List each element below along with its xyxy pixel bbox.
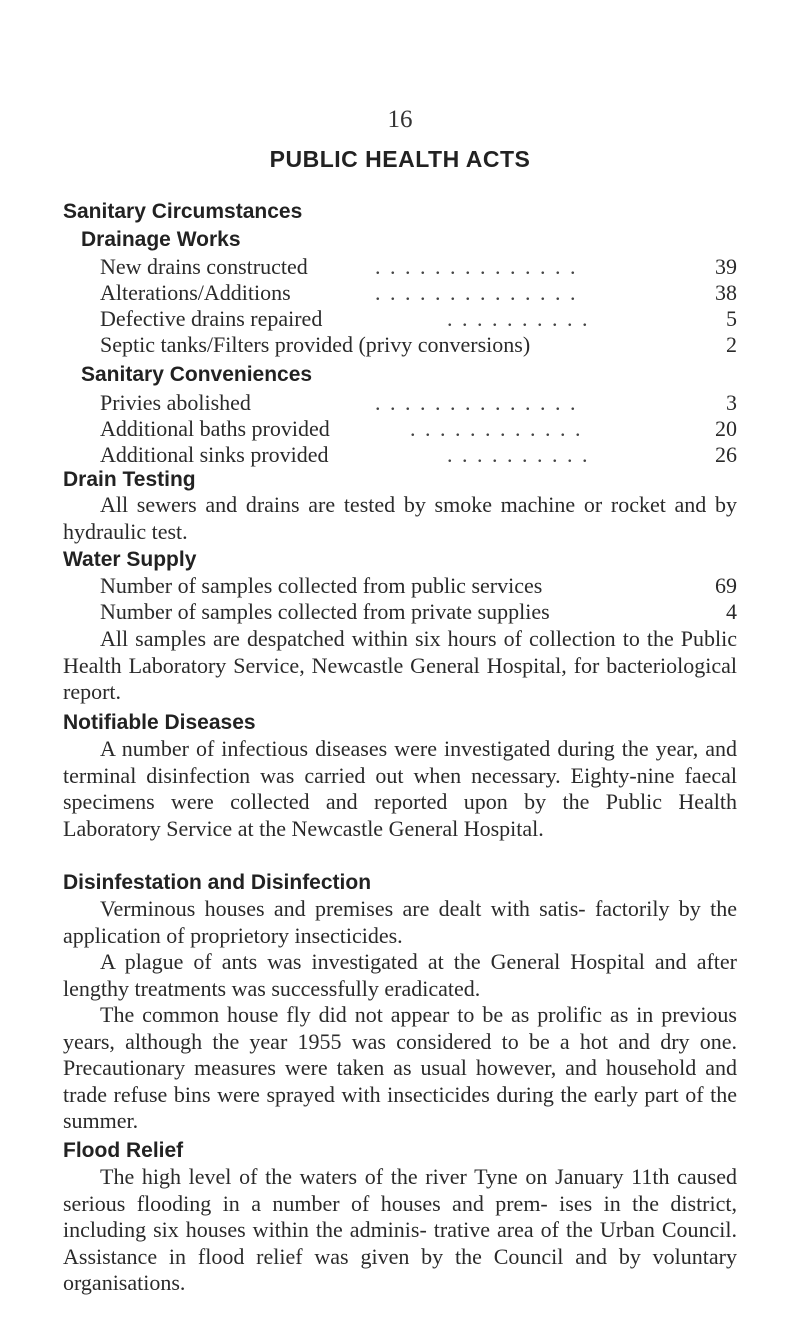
- list-item: [0, 332, 800, 358]
- list-item: [0, 442, 800, 468]
- leader-dots: . . . . . . . . . . . . . .: [375, 390, 578, 415]
- item-label: Septic tanks/Filters provided (privy conversions): [100, 332, 531, 357]
- item-label: Defective drains repaired: [100, 306, 323, 331]
- page-number: 16: [387, 106, 413, 133]
- item-label: Additional sinks provided: [100, 442, 329, 467]
- leader-dots: . . . . . . . . . . . . . .: [375, 280, 578, 305]
- item-label: Privies abolished: [100, 390, 251, 415]
- item-label: Number of samples collected from public services: [100, 573, 543, 598]
- list-item: [0, 599, 800, 625]
- item-value: 3: [726, 390, 737, 415]
- item-value: 20: [715, 416, 737, 441]
- drainage-list: [0, 254, 800, 358]
- leader-dots: . . . . . . . . . . . .: [410, 416, 583, 441]
- list-item: [0, 306, 800, 332]
- drain-testing-text: All sewers and drains are tested by smoke machine or rocket and by hydraulic test.: [63, 492, 737, 544]
- list-item: [0, 573, 800, 599]
- list-item: [0, 280, 800, 306]
- water-supply-text: All samples are despatched within six hours of collection to the Public Health Laboratory Service, Newcastle General Hospital, for bacteriological report.: [63, 626, 737, 704]
- leader-dots: . . . . . . . . . . . . . .: [375, 254, 578, 279]
- disinfestation-para-3: The common house fly did not appear to be as prolific as in previous years, although the year 1955 was considered to be a hot and dry one. Precautionary measures were taken as usual however, and household and trade refuse bins were sprayed with insecticides during the early part of the summer.: [63, 1002, 737, 1133]
- item-value: 69: [715, 573, 737, 598]
- item-value: 38: [715, 280, 737, 305]
- flood-heading: Flood Relief: [63, 1139, 184, 1162]
- list-item: [0, 254, 800, 280]
- conveniences-list: [0, 390, 800, 468]
- page-title: PUBLIC HEALTH ACTS: [269, 146, 531, 172]
- conveniences-heading: Sanitary Conveniences: [81, 363, 313, 386]
- item-label: Alterations/Additions: [100, 280, 291, 305]
- list-item: [0, 390, 800, 416]
- item-label: New drains constructed: [100, 254, 308, 279]
- water-supply-list: [0, 573, 800, 625]
- item-value: 2: [726, 332, 737, 357]
- disinfestation-heading: Disinfestation and Disinfection: [63, 871, 372, 894]
- list-item: [0, 416, 800, 442]
- drain-testing-heading: Drain Testing: [63, 468, 196, 491]
- item-value: 26: [715, 442, 737, 467]
- item-value: 5: [726, 306, 737, 331]
- item-label: Additional baths provided: [100, 416, 330, 441]
- item-value: 4: [726, 599, 737, 624]
- notifiable-text: A number of infectious diseases were investigated during the year, and terminal disinfection was carried out when necessary. Eighty-nine faecal specimens were collected and reported upon by the Public Health Laboratory Service at the Newcastle General Hospital.: [63, 736, 737, 841]
- disinfestation-para-1: Verminous houses and premises are dealt with satis- factorily by the application of proprietory insecticides.: [63, 896, 737, 948]
- drainage-heading: Drainage Works: [81, 228, 241, 251]
- item-label: Number of samples collected from private supplies: [100, 599, 550, 624]
- water-supply-heading: Water Supply: [63, 548, 197, 571]
- leader-dots: . . . . . . . . . .: [447, 442, 590, 467]
- notifiable-heading: Notifiable Diseases: [63, 711, 256, 734]
- leader-dots: . . . . . . . . . .: [447, 306, 590, 331]
- item-value: 39: [715, 254, 737, 279]
- flood-text: The high level of the waters of the river Tyne on January 11th caused serious flooding in a number of houses and prem- ises in the district, including six houses within the adminis- trative area of the Urban Council. Assistance in flood relief was given by the Council and by voluntary organisations.: [63, 1164, 737, 1295]
- disinfestation-para-2: A plague of ants was investigated at the General Hospital and after lengthy treatments was successfully eradicated.: [63, 949, 737, 1001]
- sanitary-heading: Sanitary Circumstances: [63, 200, 303, 223]
